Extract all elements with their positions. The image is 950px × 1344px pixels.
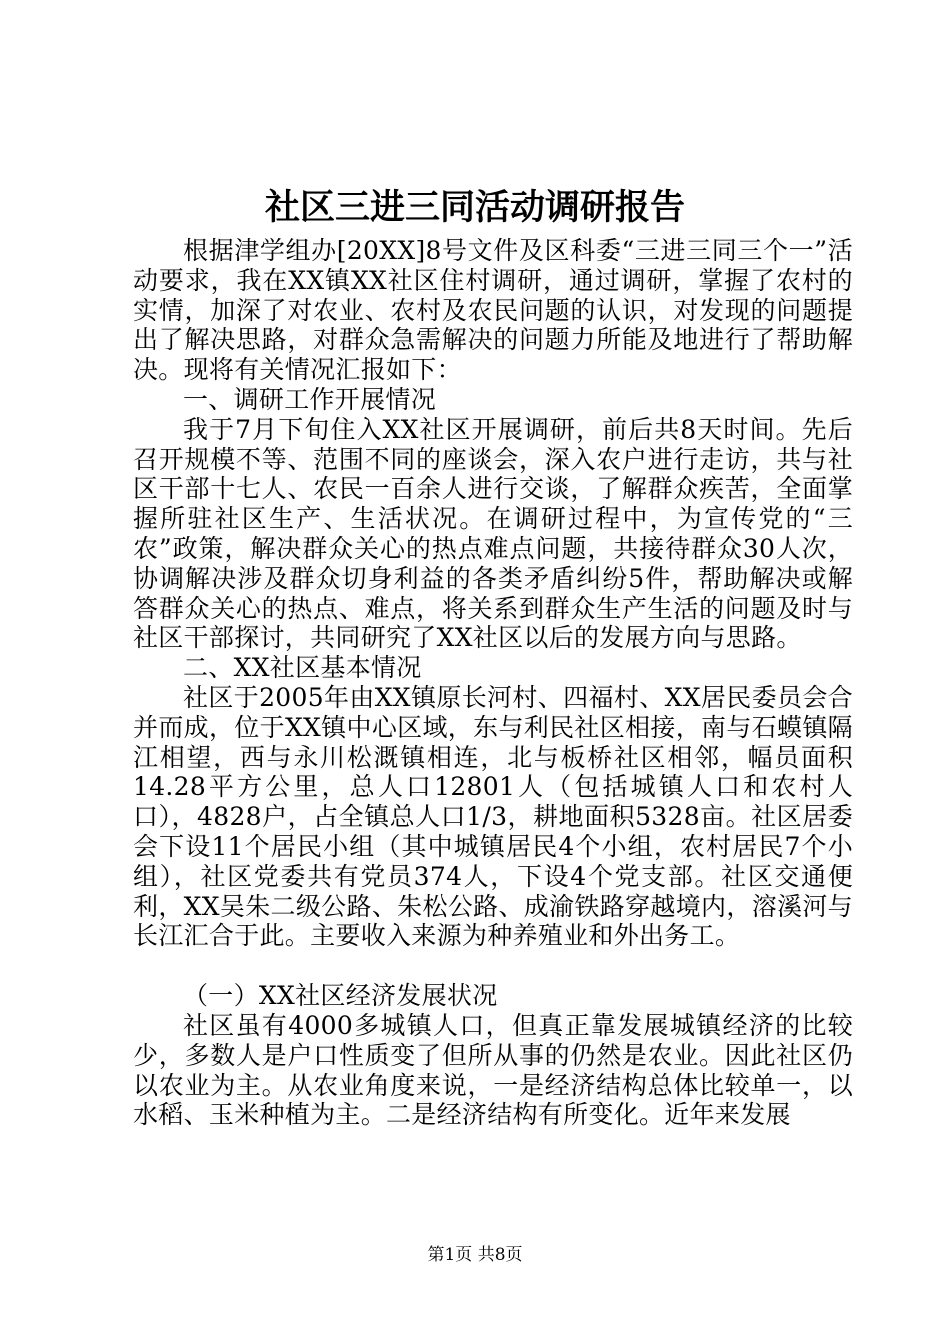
- subsection-1-paragraph: 社区虽有4000多城镇人口，但真正靠发展城镇经济的比较少，多数人是户口性质变了但所从事的仍然是农业。因此社区仍以农业为主。从农业角度来说，一是经济结构总体比较单一，以水稻、玉米种植为主。二是经济结构有所变化。近年来发展: [133, 1010, 853, 1130]
- section-heading-2: 二、XX社区基本情况: [183, 653, 422, 683]
- subsection-heading-1: （一）XX社区经济发展状况: [183, 981, 498, 1011]
- section-heading-1: 一、调研工作开展情况: [183, 384, 437, 414]
- document-body: [133, 236, 853, 1130]
- document-title: 社区三进三同活动调研报告: [264, 187, 685, 228]
- section-1-paragraph: 我于7月下旬住入XX社区开展调研，前后共8天时间。先后召开规模不等、范围不同的座谈会，深入农户进行走访，共与社区干部十七人、农民一百余人进行交谈，了解群众疾苦，全面掌握所驻社区生产、生活状况。在调研过程中，为宣传党的“三农”政策，解决群众关心的热点难点问题，共接待群众30人次，协调解决涉及群众切身利益的各类矛盾纠纷5件，帮助解决或解答群众关心的热点、难点，将关系到群众生产生活的问题及时与社区干部探讨，共同研究了XX社区以后的发展方向与思路。: [133, 414, 853, 653]
- page-footer: 第1页 共8页: [427, 1245, 523, 1265]
- paragraph-spacer: [133, 951, 853, 981]
- intro-paragraph: 根据津学组办[20XX]8号文件及区科委“三进三同三个一”活动要求，我在XX镇XX社区住村调研，通过调研，掌握了农村的实情，加深了对农业、农村及农民问题的认识，对发现的问题提出了解决思路，对群众急需解决的问题力所能及地进行了帮助解决。现将有关情况汇报如下：: [133, 236, 853, 385]
- section-2-paragraph: 社区于2005年由XX镇原长河村、四福村、XX居民委员会合并而成，位于XX镇中心区域，东与利民社区相接，南与石蟆镇隔江相望，西与永川松溉镇相连，北与板桥社区相邻，幅员面积14.28平方公里，总人口12801人（包括城镇人口和农村人口），4828户，占全镇总人口1/3，耕地面积5328亩。社区居委会下设11个居民小组（其中城镇居民4个小组，农村居民7个小组），社区党委共有党员374人，下设4个党支部。社区交通便利，XX吴朱二级公路、朱松公路、成渝铁路穿越境内，溶溪河与长江汇合于此。主要收入来源为种养殖业和外出务工。: [133, 682, 853, 951]
